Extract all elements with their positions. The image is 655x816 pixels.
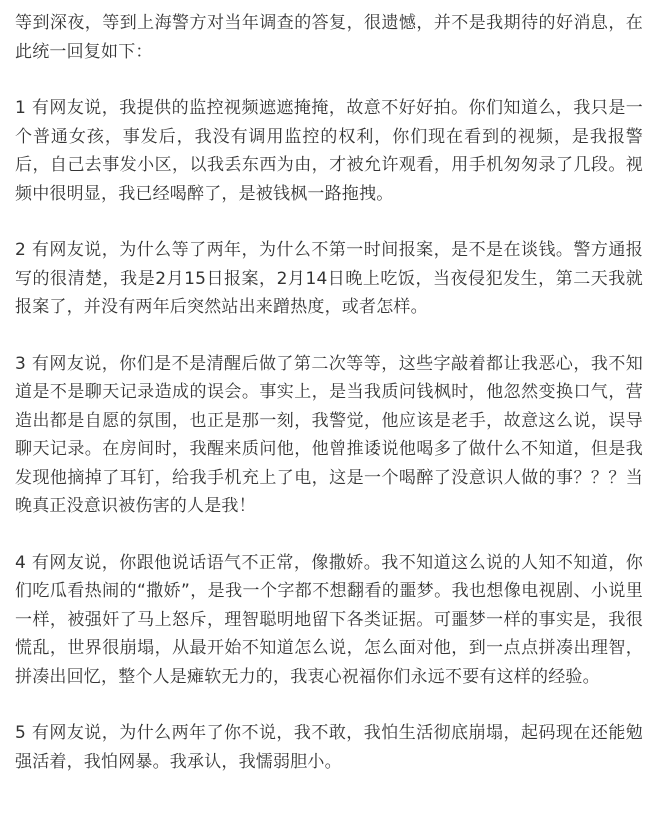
intro-paragraph: 等到深夜，等到上海警方对当年调查的答复，很遗憾，并不是我期待的好消息，在此统一回复如下： xyxy=(15,13,643,62)
reply-paragraph-4: 4 有网友说，你跟他说话语气不正常，像撒娇。我不知道这么说的人知不知道，你们吃瓜看热闹的“撒娇”，是我一个字都不想翻看的噩梦。我也想像电视剧、小说里一样，被强奸了马上怒斥，理智聪明地留下各类证据。可噩梦一样的事实是，我很慌乱，世界很崩塌，从最开始不知道怎么说，怎么面对他，到一点点拼凑出理智，拼凑出回忆，整个人是瘫软无力的，我衷心祝福你们永远不要有这样的经验。 xyxy=(15,552,643,687)
reply-paragraph-5: 5 有网友说，为什么两年了你不说，我不敢，我怕生活彻底崩塌，起码现在还能勉强活着，我怕网暴。我承认，我懦弱胆小。 xyxy=(15,723,643,772)
reply-paragraph-3: 3 有网友说，你们是不是清醒后做了第二次等等，这些字敲着都让我恶心，我不知道是不是聊天记录造成的误会。事实上，是当我质问钱枫时，他忽然变换口气，营造出都是自愿的氛围，也正是那一刻，我警觉，他应该是老手，故意这么说，误导聊天记录。在房间时，我醒来质问他，他曾推诿说他喝多了做什么不知道，但是我发现他摘掉了耳钉，给我手机充上了电，这是一个喝醉了没意识人做的事？？？当晚真正没意识被伤害的人是我！ xyxy=(15,353,643,516)
reply-paragraph-1: 1 有网友说，我提供的监控视频遮遮掩掩，故意不好好拍。你们知道么，我只是一个普通女孩，事发后，我没有调用监控的权利，你们现在看到的视频，是我报警后，自己去事发小区，以我丢东西为由，才被允许观看，用手机匆匆录了几段。视频中很明显，我已经喝醉了，是被钱枫一路拖拽。 xyxy=(15,98,643,204)
reply-paragraph-2: 2 有网友说，为什么等了两年，为什么不第一时间报案，是不是在谈钱。警方通报写的很清楚，我是2月15日报案，2月14日晚上吃饭，当夜侵犯发生，第二天我就报案了，并没有两年后突然站出来蹭热度，或者怎样。 xyxy=(15,240,643,317)
